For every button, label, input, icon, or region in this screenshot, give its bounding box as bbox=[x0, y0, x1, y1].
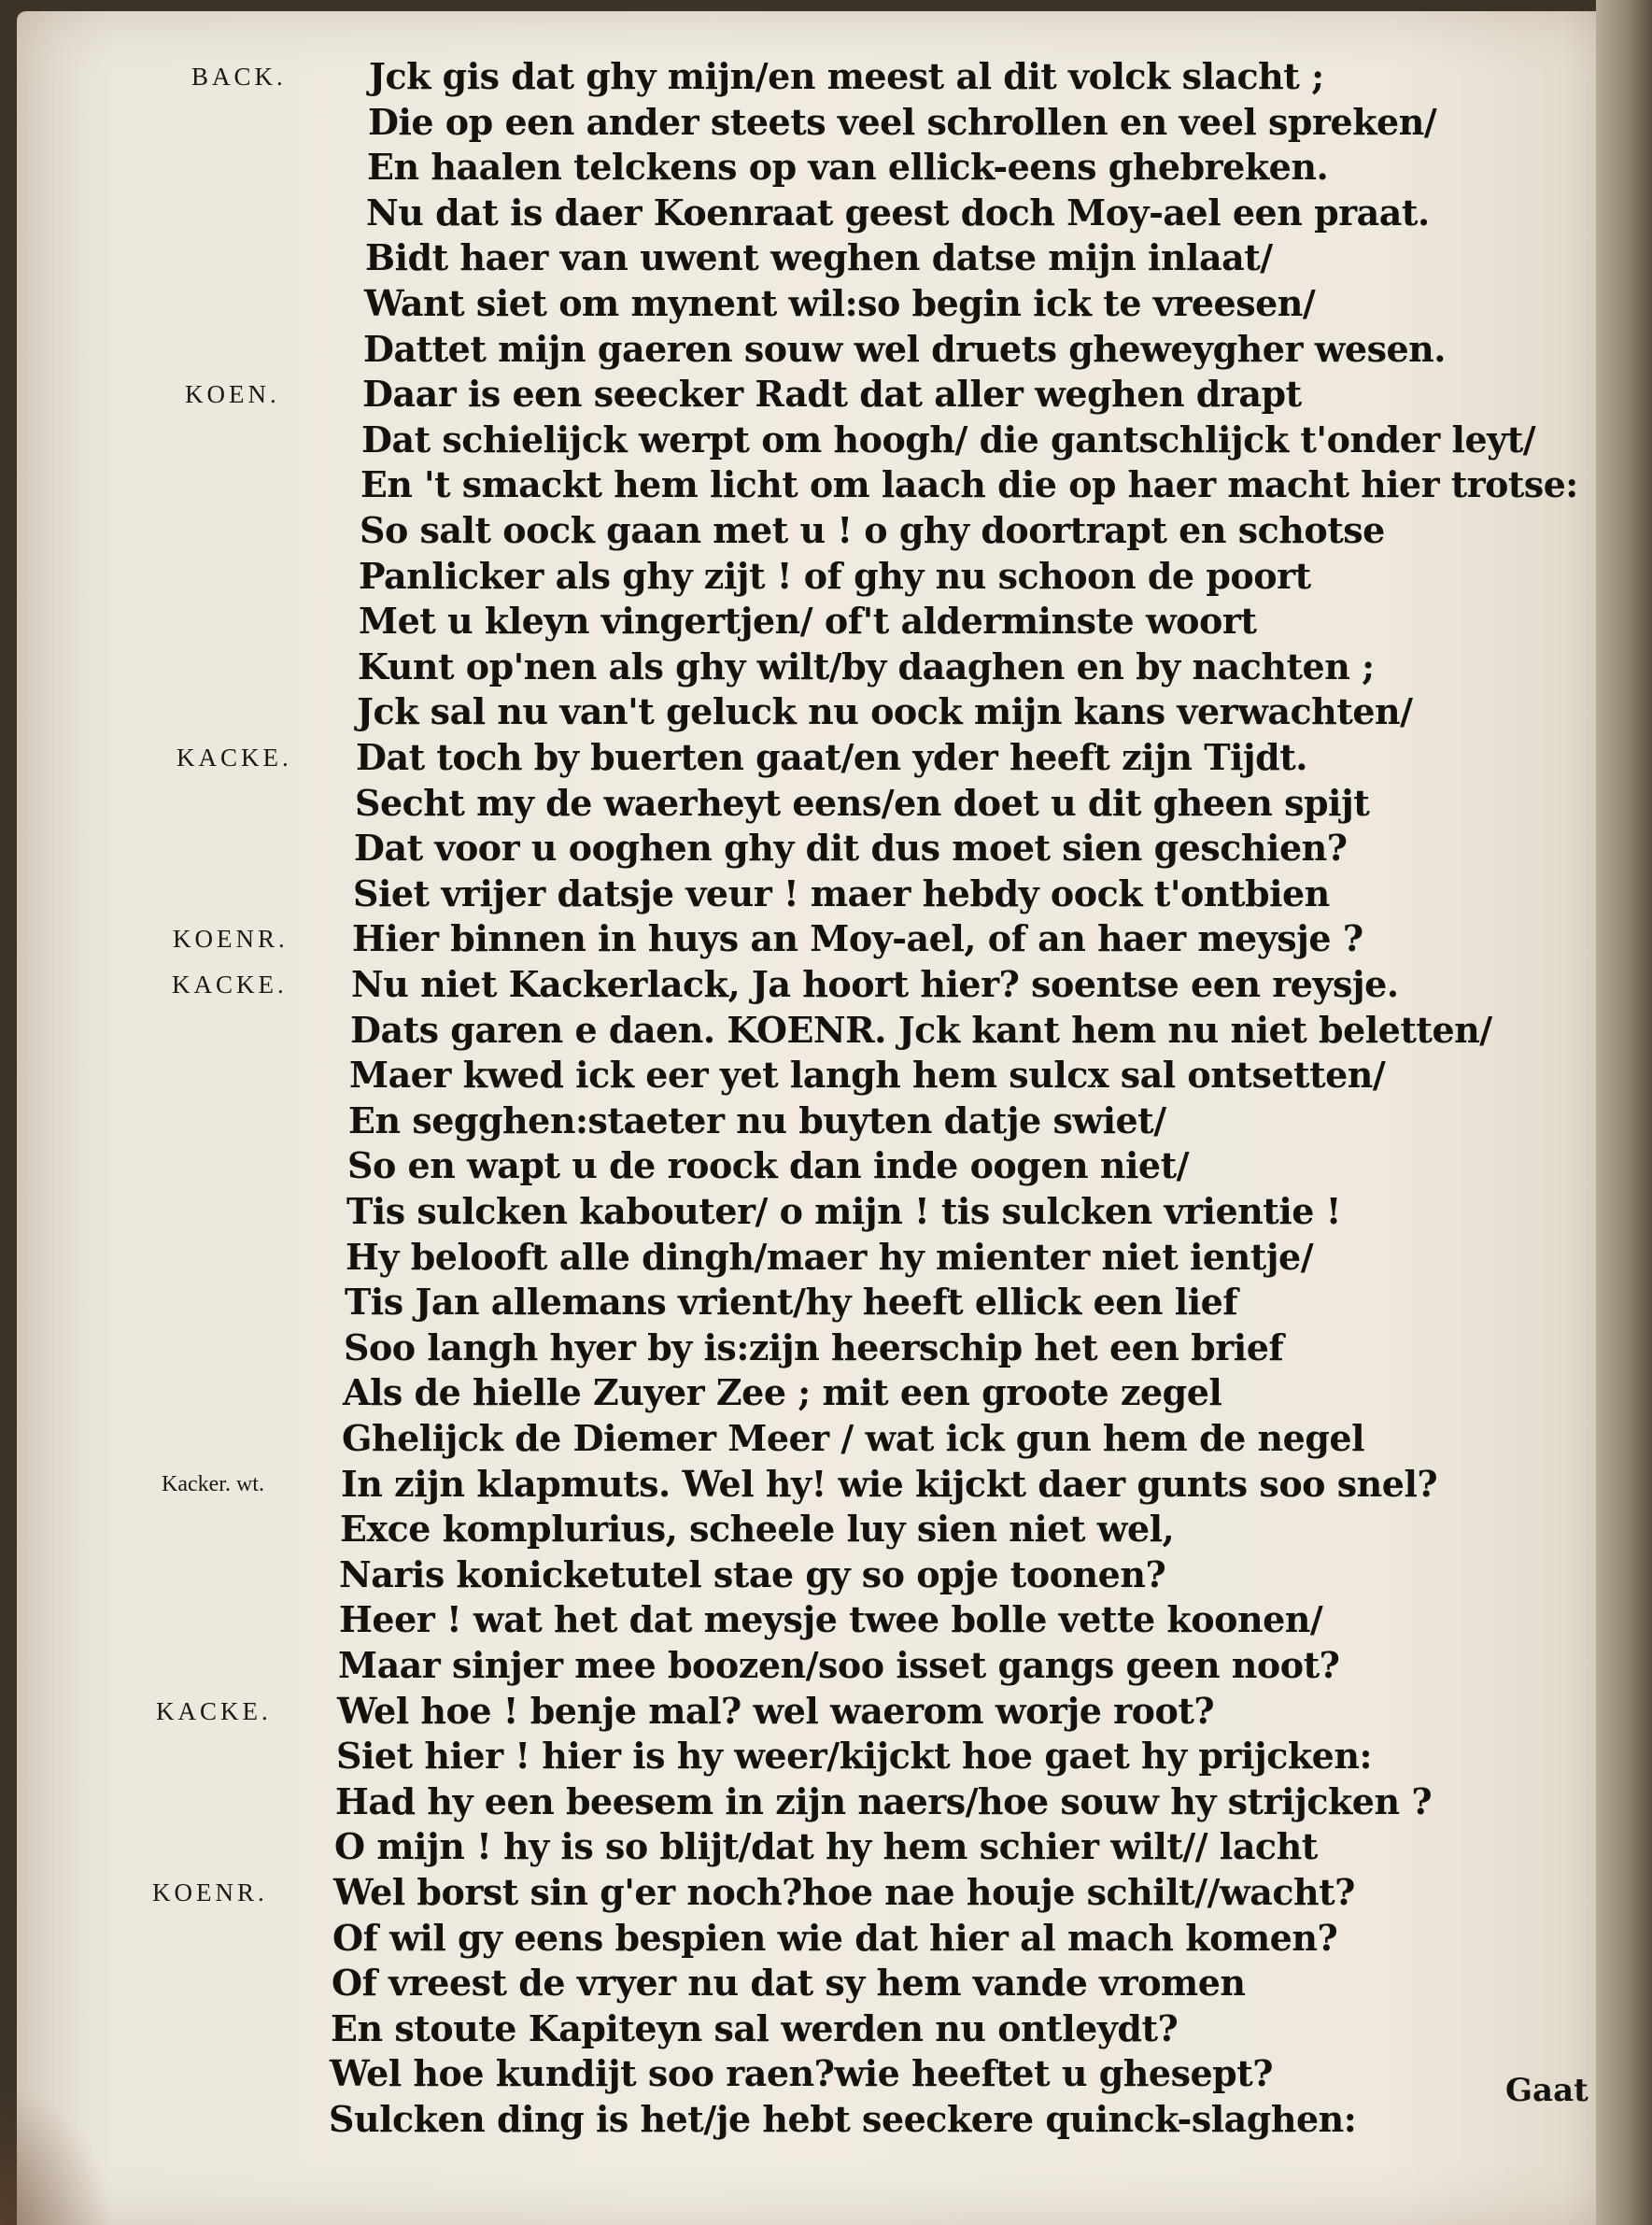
verse-line: Hier binnen in huys an Moy-ael, of an haer meysje ? bbox=[352, 917, 1363, 959]
speaker-label: KACKE. bbox=[172, 971, 288, 999]
verse-line: Dat toch by buerten gaat/en yder heeft zijn Tijdt. bbox=[356, 736, 1308, 778]
verse-line: O mijn ! hy is so blijt/dat hy hem schier wilt// lacht bbox=[334, 1825, 1318, 1867]
verse-line: Maar sinjer mee boozen/soo isset gangs geen noot? bbox=[338, 1644, 1340, 1686]
verse-line: Naris konicketutel stae gy so opje toonen? bbox=[339, 1553, 1166, 1595]
verse-line: Nu niet Kackerlack, Ja hoort hier? soentse een reysje. bbox=[351, 963, 1399, 1005]
speaker-label: KOENR. bbox=[152, 1878, 268, 1906]
verse-line: Dats garen e daen. KOENR. Jck kant hem nu niet beletten/ bbox=[350, 1009, 1492, 1051]
verse-line: Want siet om mynent wil:so begin ick te vreesen/ bbox=[364, 282, 1316, 324]
verse-line: Exce komplurius, scheele luy sien niet wel, bbox=[340, 1508, 1175, 1550]
page-shadow bbox=[0, 2085, 112, 2225]
verse-line: En 't smackt hem licht om laach die op haer macht hier trotse: bbox=[360, 463, 1578, 505]
verse-line: Sulcken ding is het/je hebt seeckere quinck-slaghen: bbox=[329, 2098, 1357, 2140]
verse-line: Wel borst sin g'er noch?hoe nae houje schilt//wacht? bbox=[333, 1871, 1355, 1913]
verse-line: Wel hoe kundijt soo raen?wie heeftet u ghesept? bbox=[330, 2052, 1274, 2094]
verse-line: Jck gis dat ghy mijn/en meest al dit volck slacht ; bbox=[369, 55, 1324, 97]
verse-line: Heer ! wat het dat meysje twee bolle vette koonen/ bbox=[339, 1598, 1323, 1640]
catchword: Gaat bbox=[1505, 2072, 1588, 2109]
verse-line: Of vreest de vryer nu dat sy hem vande vromen bbox=[332, 1962, 1246, 2004]
speaker-label: Kacker. wt. bbox=[162, 1472, 264, 1496]
verse-line: Secht my de waerheyt eens/en doet u dit gheen spijt bbox=[355, 782, 1370, 824]
verse-line: Die op een ander steets veel schrollen en veel spreken/ bbox=[368, 101, 1437, 143]
verse-line: Als de hielle Zuyer Zee ; mit een groote zegel bbox=[343, 1371, 1222, 1413]
verse-line: Kunt op'nen als ghy wilt/by daaghen en by nachten ; bbox=[358, 645, 1375, 687]
speaker-label: KACKE. bbox=[176, 744, 292, 772]
verse-line: Siet hier ! hier is hy weer/kijckt hoe gaet hy prijcken: bbox=[336, 1735, 1372, 1777]
speaker-label: KOEN. bbox=[185, 380, 280, 408]
verse-line: Nu dat is daer Koenraat geest doch Moy-ael een praat. bbox=[366, 191, 1430, 234]
verse-line: Dat schielijck werpt om hoogh/ die gantschlijck t'onder leyt/ bbox=[361, 418, 1536, 461]
verse-line: Jck sal nu van't geluck nu oock mijn kans verwachten/ bbox=[357, 690, 1413, 732]
verse-line: Panlicker als ghy zijt ! of ghy nu schoon de poort bbox=[359, 555, 1311, 597]
verse-line: Bidt haer van uwent weghen datse mijn inlaat/ bbox=[365, 236, 1273, 278]
verse-line: Dat voor u ooghen ghy dit dus moet sien geschien? bbox=[354, 827, 1348, 869]
speaker-label: KOENR. bbox=[173, 925, 289, 953]
book-spine bbox=[1596, 0, 1652, 2225]
verse-line: Hy belooft alle dingh/maer hy mienter niet ientje/ bbox=[346, 1236, 1314, 1278]
verse-line: Wel hoe ! benje mal? wel waerom worje root? bbox=[337, 1690, 1215, 1732]
verse-line: Tis sulcken kabouter/ o mijn ! tis sulcken vrientie ! bbox=[346, 1190, 1341, 1232]
verse-line: So en wapt u de roock dan inde oogen niet/ bbox=[347, 1144, 1190, 1186]
verse-line: Had hy een beesem in zijn naers/hoe souw hy strijcken ? bbox=[335, 1780, 1433, 1822]
verse-line: In zijn klapmuts. Wel hy! wie kijckt daer gunts soo snel? bbox=[341, 1463, 1438, 1505]
verse-line: Tis Jan allemans vrient/hy heeft ellick een lief bbox=[345, 1281, 1238, 1323]
speaker-label: BACK. bbox=[191, 63, 287, 91]
verse-line: Of wil gy eens bespien wie dat hier al mach komen? bbox=[332, 1917, 1338, 1959]
verse-line: En stoute Kapiteyn sal werden nu ontleydt? bbox=[331, 2007, 1179, 2049]
verse-line: Siet vrijer datsje veur ! maer hebdy oock t'ontbien bbox=[353, 872, 1330, 914]
verse-line: Ghelijck de Diemer Meer / wat ick gun hem de negel bbox=[342, 1417, 1365, 1459]
verse-line: En haalen telckens op van ellick-eens ghebreken. bbox=[367, 146, 1329, 188]
verse-line: Met u kleyn vingertjen/ of't alderminste woort bbox=[359, 600, 1257, 642]
verse-line: Dattet mijn gaeren souw wel druets gheweygher wesen. bbox=[363, 328, 1447, 370]
speaker-label: KACKE. bbox=[156, 1697, 272, 1725]
verse-line: Soo langh hyer by is:zijn heerschip het een brief bbox=[344, 1326, 1284, 1368]
verse-line: En segghen:staeter nu buyten datje swiet/ bbox=[348, 1099, 1166, 1141]
verse-line: Maer kwed ick eer yet langh hem sulcx sal ontsetten/ bbox=[349, 1054, 1386, 1096]
verse-line: Daar is een seecker Radt dat aller weghen drapt bbox=[362, 373, 1302, 415]
verse-line: So salt oock gaan met u ! o ghy doortrapt en schotse bbox=[360, 509, 1385, 551]
